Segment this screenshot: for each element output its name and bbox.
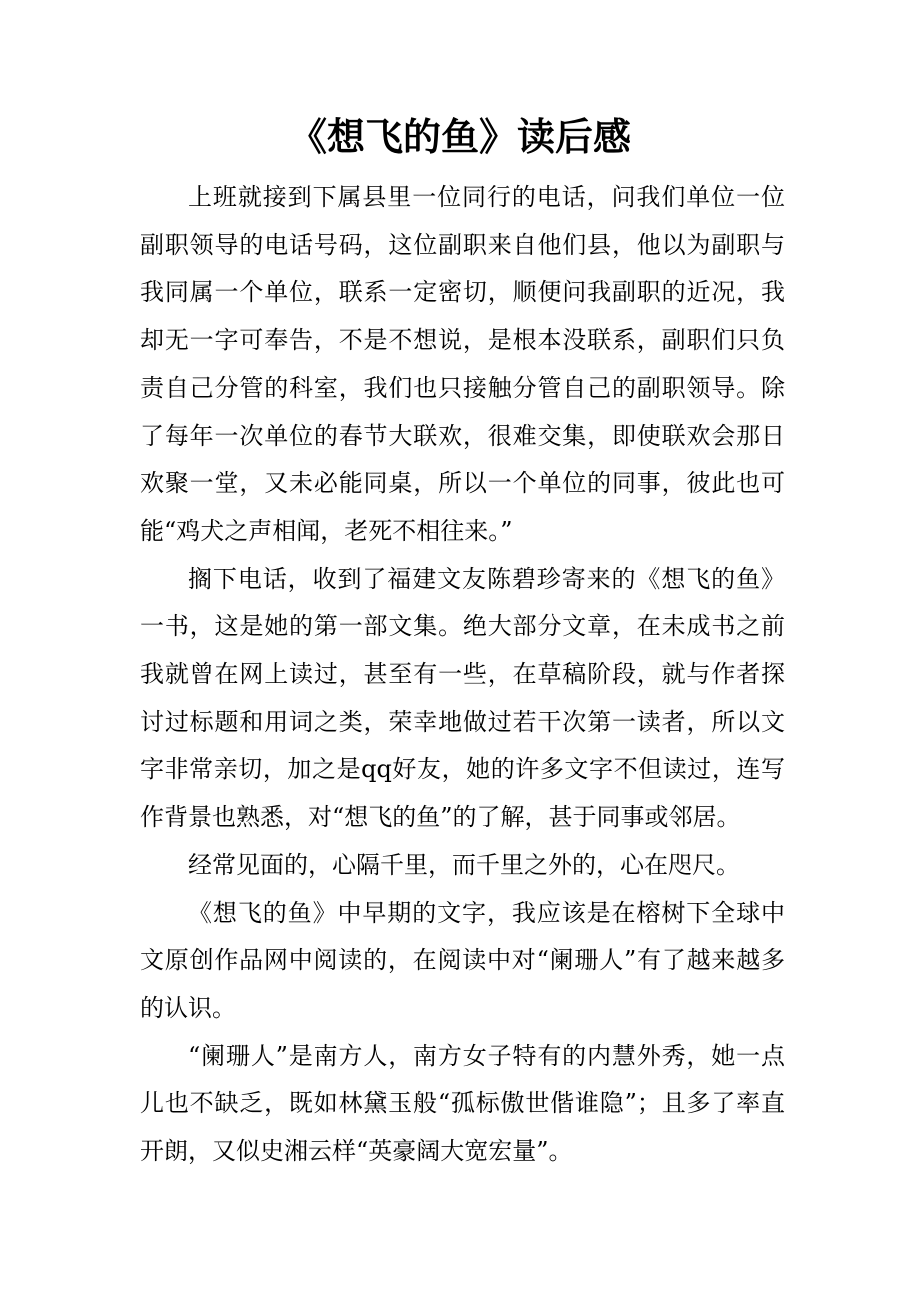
document-body	[140, 174, 785, 1176]
paragraph: “阑珊人”是南方人，南方女子特有的内慧外秀，她一点儿也不缺乏，既如林黛玉般“孤标傲世偕谁隐”；且多了率直开朗，又似史湘云样“英豪阔大宽宏量”。	[140, 1041, 785, 1166]
paragraph: 《想飞的鱼》中早期的文字，我应该是在榕树下全球中文原创作品网中阅读的，在阅读中对“阑珊人”有了越来越多的认识。	[140, 898, 785, 1022]
document-title: 《想飞的鱼》读后感	[288, 114, 631, 159]
paragraph: 经常见面的，心隔千里，而千里之外的，心在咫尺。	[188, 850, 740, 879]
paragraph: 搁下电话，收到了福建文友陈碧珍寄来的《想飞的鱼》一书，这是她的第一部文集。绝大部分文章，在未成书之前我就曾在网上读过，甚至有一些，在草稿阶段，就与作者探讨过标题和用词之类，荣幸地做过若干次第一读者，所以文字非常亲切，加之是qq好友，她的许多文字不但读过，连写作背景也熟悉，对“想飞的鱼”的了解，甚于同事或邻居。	[140, 564, 785, 832]
paragraph: 上班就接到下属县里一位同行的电话，问我们单位一位副职领导的电话号码，这位副职来自他们县，他以为副职与我同属一个单位，联系一定密切，顺便问我副职的近况，我却无一字可奉告，不是不想说，是根本没联系，副职们只负责自己分管的科室，我们也只接触分管自己的副职领导。除了每年一次单位的春节大联欢，很难交集，即使联欢会那日欢聚一堂，又未必能同桌，所以一个单位的同事，彼此也可能“鸡犬之声相闻，老死不相往来。”	[140, 183, 785, 545]
